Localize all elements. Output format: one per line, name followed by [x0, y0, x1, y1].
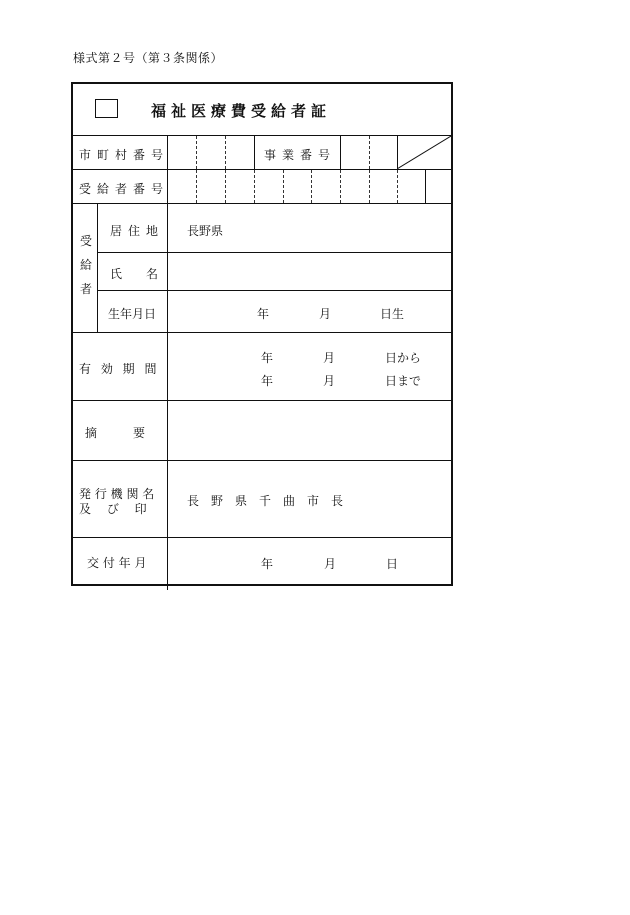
digit-divider: [340, 170, 341, 203]
row-divider: [73, 460, 451, 461]
form-number-label: 様式第２号（第３条関係）: [73, 51, 224, 65]
issue-date-month: 月: [324, 557, 337, 571]
digit-divider: [283, 170, 284, 203]
row-divider: [73, 203, 451, 204]
validity-from-month: 月: [323, 351, 336, 365]
issue-date-year: 年: [261, 557, 274, 571]
checkbox[interactable]: [95, 99, 118, 118]
column-divider: [425, 169, 426, 203]
business-number-label: 事業番号: [264, 148, 337, 162]
recipient-group-char: 受: [80, 234, 93, 248]
validity-from-day: 日から: [385, 351, 422, 365]
name-field[interactable]: [168, 253, 450, 290]
digit-divider: [369, 136, 370, 169]
digit-divider: [369, 170, 370, 203]
column-divider: [254, 135, 255, 169]
recipient-group-char: 者: [80, 282, 93, 296]
diagonal-slash: [397, 135, 451, 170]
municipality-number-field[interactable]: [168, 136, 255, 169]
recipient-group-char: 給: [80, 258, 93, 272]
validity-to-month: 月: [323, 374, 336, 388]
digit-divider: [196, 136, 197, 169]
issuer-label-line2: 及 び 印: [79, 502, 147, 516]
residence-value[interactable]: 長野県: [187, 224, 224, 238]
row-divider: [73, 537, 451, 538]
validity-label: 有 効 期 間: [79, 362, 160, 376]
validity-to-day: 日まで: [385, 374, 422, 388]
row-divider: [73, 332, 451, 333]
digit-divider: [311, 170, 312, 203]
residence-label: 居住地: [110, 224, 165, 238]
row-divider: [97, 290, 451, 291]
issue-date-label: 交 付 年 月: [87, 556, 147, 570]
issue-date-day: 日: [386, 557, 399, 571]
validity-from-year: 年: [261, 351, 274, 365]
digit-divider: [397, 170, 398, 203]
digit-divider: [225, 136, 226, 169]
recipient-number-label: 受給者番号: [79, 182, 170, 196]
digit-divider: [225, 170, 226, 203]
certificate-title: 福祉医療費受給者証: [151, 102, 332, 120]
birthdate-label: 生年月日: [108, 307, 157, 321]
column-divider: [97, 203, 98, 332]
digit-divider: [254, 170, 255, 203]
digit-divider: [196, 170, 197, 203]
municipality-number-label: 市町村番号: [79, 148, 170, 162]
certificate-card: [71, 82, 453, 586]
issuer-value: 長 野 県 千 曲 市 長: [187, 494, 344, 508]
issuer-label-line1: 発 行 機 関 名: [79, 487, 155, 501]
birthdate-year: 年: [257, 307, 270, 321]
validity-to-year: 年: [261, 374, 274, 388]
name-label: 氏 名: [110, 267, 159, 281]
birthdate-day: 日生: [380, 307, 405, 321]
remarks-label: 摘 要: [85, 426, 146, 440]
remarks-field[interactable]: [168, 401, 450, 460]
recipient-number-field[interactable]: [168, 170, 450, 203]
birthdate-month: 月: [319, 307, 332, 321]
